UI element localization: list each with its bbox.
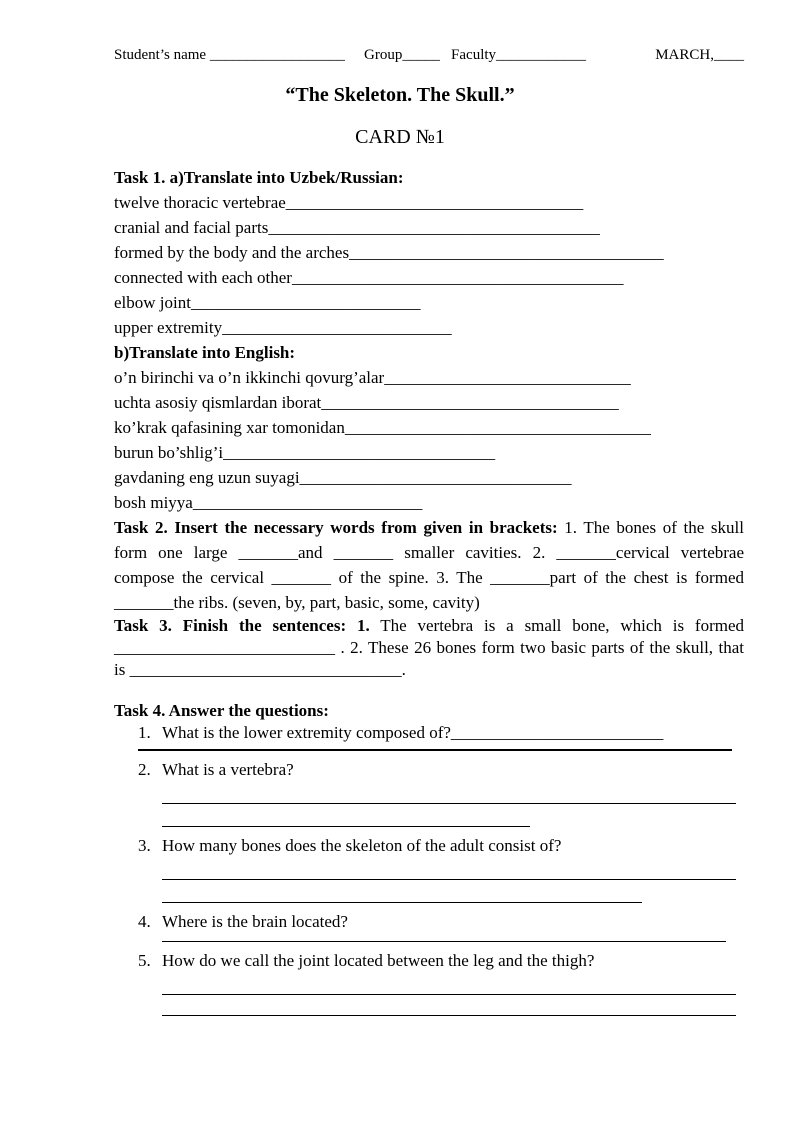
task1b-item: ko’krak qafasining xar tomonidan____________________________________ bbox=[114, 418, 651, 437]
task2-paragraph bbox=[114, 515, 744, 615]
question-text: How do we call the joint located between the leg and the thigh? bbox=[162, 951, 595, 970]
task1-item: formed by the body and the arches_____________________________________ bbox=[114, 243, 664, 262]
question-item bbox=[114, 950, 744, 972]
answer-line[interactable] bbox=[138, 749, 732, 751]
group-field: Group_____ bbox=[364, 47, 440, 63]
student-name-field: Student’s name __________________ bbox=[114, 47, 345, 63]
month-field: MARCH,____ bbox=[655, 47, 744, 63]
card-number: CARD №1 bbox=[355, 126, 445, 148]
question-number: 5. bbox=[138, 951, 151, 970]
question-text: What is the lower extremity composed of?_________________________ bbox=[162, 723, 664, 742]
task2-heading: Task 2. Insert the necessary words from given in brackets: bbox=[114, 518, 558, 537]
task1-heading: Task 1. a)Translate into Uzbek/Russian: bbox=[114, 168, 404, 187]
answer-line[interactable] bbox=[162, 902, 642, 903]
question-item bbox=[114, 759, 744, 781]
task1-item: upper extremity___________________________ bbox=[114, 318, 452, 337]
task3-text: The vertebra is a small bone, which is formed __________________________ . 2. These 26 bones form two basic parts of the skull, that is ________________________________. bbox=[114, 616, 745, 679]
question-text: What is a vertebra? bbox=[162, 760, 294, 779]
task1-item: cranial and facial parts_______________________________________ bbox=[114, 218, 600, 237]
task1b-item: gavdaning eng uzun suyagi________________________________ bbox=[114, 468, 572, 487]
task4-section bbox=[114, 700, 744, 1016]
question-number: 3. bbox=[138, 836, 151, 855]
answer-line[interactable] bbox=[162, 1015, 736, 1016]
task1-item: connected with each other_______________________________________ bbox=[114, 268, 624, 287]
task1-item: twelve thoracic vertebrae___________________________________ bbox=[114, 193, 584, 212]
task1b-item: uchta asosiy qismlardan iborat___________________________________ bbox=[114, 393, 619, 412]
question-number: 2. bbox=[138, 760, 151, 779]
task3-paragraph bbox=[114, 615, 744, 681]
task4-heading: Task 4. Answer the questions: bbox=[114, 701, 329, 720]
answer-line[interactable] bbox=[162, 941, 726, 942]
answer-line[interactable] bbox=[162, 994, 736, 995]
question-item bbox=[114, 835, 744, 857]
task3-heading: Task 3. Finish the sentences: bbox=[114, 616, 347, 635]
document-title: “The Skeleton. The Skull.” bbox=[285, 84, 515, 106]
question-item bbox=[114, 722, 744, 744]
question-text: How many bones does the skeleton of the adult consist of? bbox=[162, 836, 562, 855]
answer-line[interactable] bbox=[162, 826, 530, 827]
faculty-field: Faculty____________ bbox=[451, 47, 587, 63]
question-item bbox=[114, 911, 744, 933]
task1b-item: burun bo’shlig’i________________________________ bbox=[114, 443, 496, 462]
task1b-item: o’n birinchi va o’n ikkinchi qovurg’alar_____________________________ bbox=[114, 368, 631, 387]
worksheet-content bbox=[114, 165, 744, 1016]
task1-item: elbow joint___________________________ bbox=[114, 293, 421, 312]
question-text: Where is the brain located? bbox=[162, 912, 348, 931]
task1b-heading: b)Translate into English: bbox=[114, 343, 296, 362]
task1b-item: bosh miyya___________________________ bbox=[114, 493, 423, 512]
question-number: 1. bbox=[138, 723, 151, 742]
question-number: 4. bbox=[138, 912, 151, 931]
task3-number: 1. bbox=[356, 616, 370, 635]
answer-line[interactable] bbox=[162, 803, 736, 804]
header bbox=[114, 47, 744, 64]
answer-line[interactable] bbox=[162, 879, 736, 880]
task2-text: 1. The bones of the skull form one large _______and _______ smaller cavities. 2. _______cervical vertebrae compose the cervical _______ of the spine. 3. The _______part of the chest is formed _______the ribs. (seven, by, part, basic, some, cavity) bbox=[114, 518, 744, 612]
